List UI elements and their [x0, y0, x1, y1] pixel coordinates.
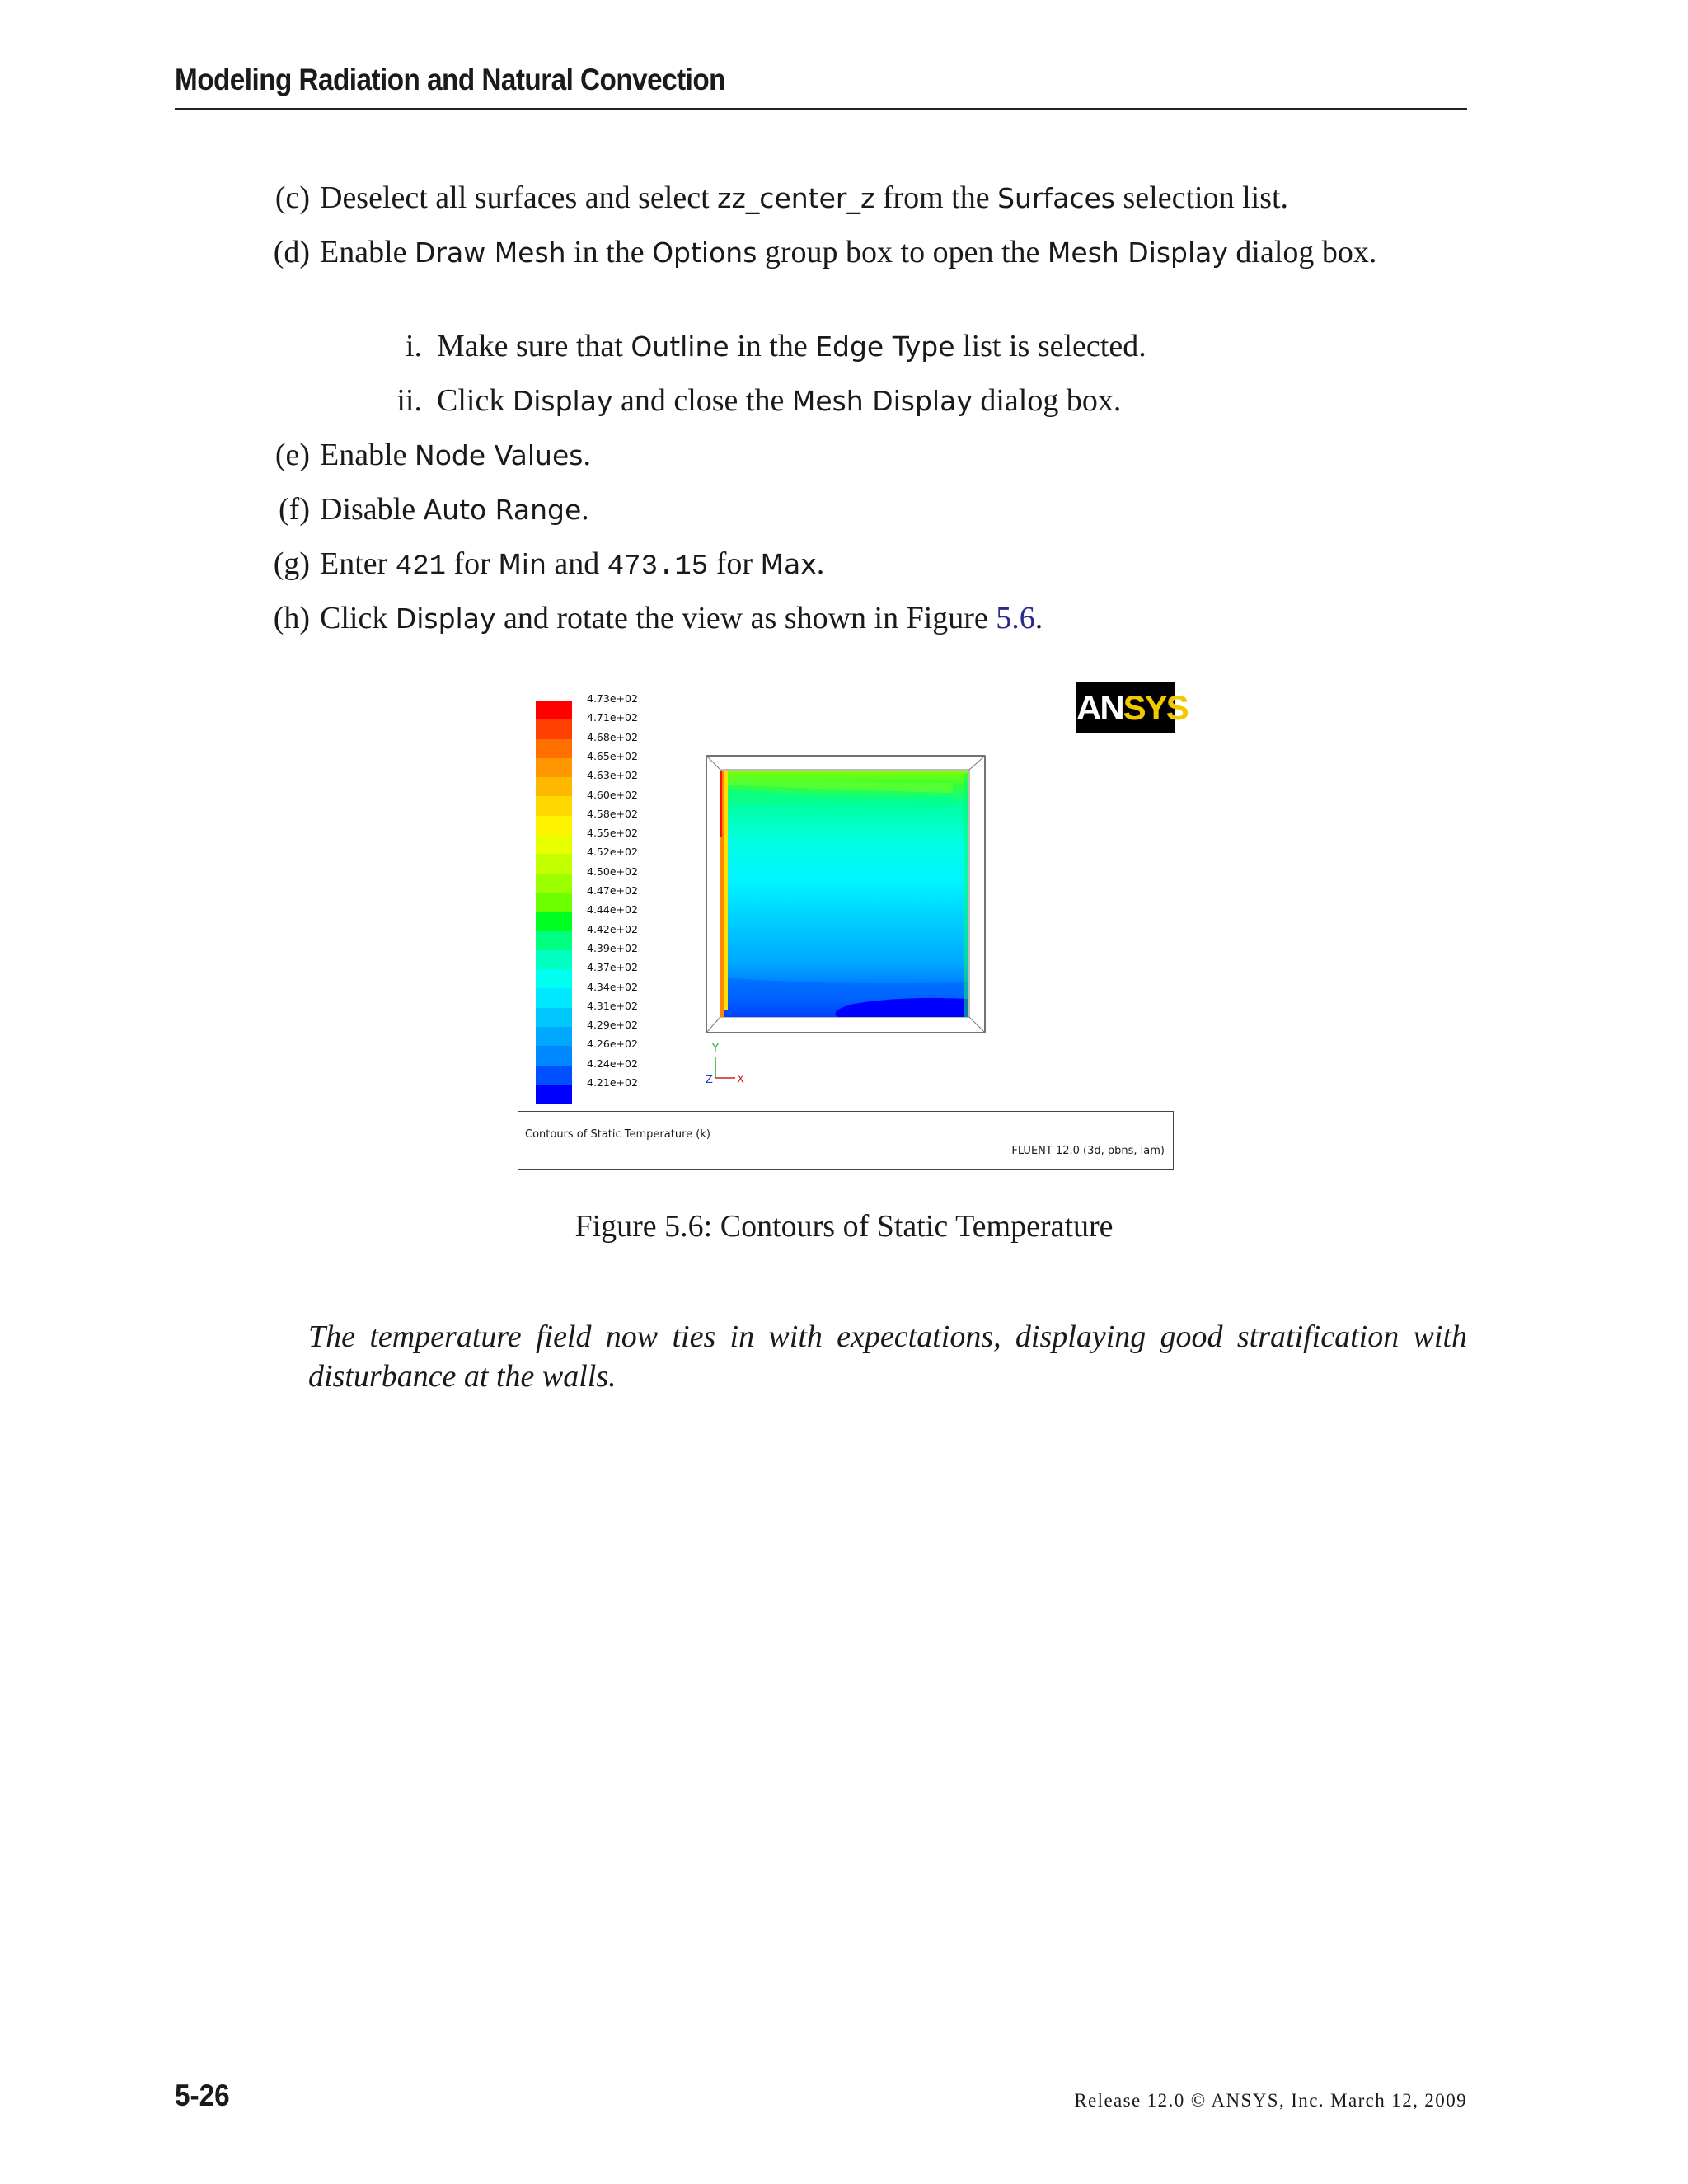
legend-swatch — [536, 854, 572, 873]
legend-tick-label: 4.50e+02 — [587, 865, 638, 878]
ui-term: Mesh Display — [791, 385, 973, 417]
ui-term: zz_center_z — [717, 182, 875, 214]
step-text: selection list. — [1115, 180, 1289, 215]
temperature-contour-plot — [706, 755, 986, 1033]
step-text: group box to open the — [757, 235, 1048, 269]
legend-tick-label: 4.29e+02 — [587, 1019, 638, 1032]
legend-swatch — [536, 988, 572, 1007]
step-label: (f) — [279, 492, 310, 527]
figure-reference-link[interactable]: 5.6 — [996, 601, 1035, 635]
legend-tick-label: 4.47e+02 — [587, 884, 638, 897]
legend-swatch — [536, 796, 572, 815]
legend-tick-label: 4.52e+02 — [587, 846, 638, 859]
plot-caption: Contours of Static Temperature (k) — [525, 1128, 710, 1141]
legend-swatch — [536, 701, 572, 719]
contour-figure — [518, 676, 1188, 1170]
ui-term: Draw Mesh — [415, 237, 566, 269]
step-text: and close the — [612, 383, 792, 418]
plot-caption-box — [518, 1111, 1174, 1170]
ui-term: Auto Range — [423, 494, 582, 526]
legend-swatch — [536, 931, 572, 950]
legend-swatch — [536, 950, 572, 969]
page-number: 5-26 — [175, 2079, 230, 2112]
running-header: Modeling Radiation and Natural Convection — [175, 63, 725, 96]
step-label: (e) — [274, 438, 310, 472]
ui-term: Max — [760, 548, 817, 580]
legend-tick-label: 4.55e+02 — [587, 827, 638, 840]
legend-tick-label: 4.42e+02 — [587, 922, 638, 935]
figure-caption — [0, 1208, 1688, 1244]
legend-swatch — [536, 816, 572, 835]
triad-y-label: Y — [712, 1043, 719, 1055]
legend-tick-label: 4.31e+02 — [587, 999, 638, 1012]
color-legend — [536, 701, 572, 1104]
legend-tick-label: 4.60e+02 — [587, 788, 638, 801]
footer-release: Release 12.0 © ANSYS, Inc. March 12, 2009 — [1074, 2090, 1467, 2111]
ui-term: Node Values — [415, 439, 584, 471]
figure-caption-prefix: Figure 5.6: — [574, 1209, 713, 1244]
legend-tick-label: 4.58e+02 — [587, 807, 638, 820]
legend-tick-label: 4.63e+02 — [587, 769, 638, 782]
legend-swatch — [536, 835, 572, 854]
legend-tick-label: 4.68e+02 — [587, 730, 638, 743]
step-label: ii. — [396, 383, 422, 418]
step-text: and — [546, 546, 607, 581]
legend-swatch — [536, 719, 572, 738]
plot-solver-info: FLUENT 12.0 (3d, pbns, lam) — [1011, 1145, 1165, 1157]
step-text: Enable — [320, 235, 415, 269]
step-text: . — [1034, 601, 1043, 635]
ui-term: Options — [652, 237, 757, 269]
legend-swatch — [536, 969, 572, 988]
step-text: in the — [729, 329, 816, 363]
step-text: Disable — [320, 492, 424, 527]
step-text: dialog box. — [972, 383, 1122, 418]
legend-tick-label: 4.65e+02 — [587, 749, 638, 762]
figure-caption-text: Contours of Static Temperature — [720, 1209, 1114, 1244]
legend-swatch — [536, 1027, 572, 1046]
step-text: Enter — [320, 546, 396, 581]
legend-swatch — [536, 893, 572, 912]
step-label: (c) — [274, 180, 310, 215]
legend-tick-label: 4.24e+02 — [587, 1057, 638, 1070]
legend-tick-label: 4.21e+02 — [587, 1076, 638, 1089]
step-text: Click — [437, 383, 513, 418]
code-value: 473.15 — [607, 551, 709, 583]
legend-tick-label: 4.34e+02 — [587, 980, 638, 993]
ui-term: Edge Type — [815, 330, 955, 363]
legend-swatch — [536, 739, 572, 758]
step-text: Click — [320, 601, 396, 635]
ui-term: Display — [512, 385, 613, 417]
ui-term: Surfaces — [997, 182, 1116, 214]
ansys-logo: ANSYS — [1076, 682, 1175, 733]
step-text: Deselect all surfaces and select — [320, 180, 718, 215]
legend-swatch — [536, 1008, 572, 1027]
legend-tick-label: 4.44e+02 — [587, 903, 638, 916]
step-text: and rotate the view as shown in Figure — [495, 601, 996, 635]
step-text: dialog box. — [1227, 235, 1377, 269]
step-text: . — [816, 546, 825, 581]
legend-tick-label: 4.39e+02 — [587, 941, 638, 954]
code-value: 421 — [395, 551, 447, 583]
legend-swatch — [536, 777, 572, 796]
step-text: list is selected. — [954, 329, 1146, 363]
legend-swatch — [536, 912, 572, 930]
step-text: . — [581, 492, 589, 527]
legend-swatch — [536, 1085, 572, 1104]
triad-z-label: Z — [706, 1074, 713, 1086]
legend-tick-label: 4.73e+02 — [587, 692, 638, 705]
step-text: . — [583, 438, 591, 472]
ui-term: Min — [498, 548, 546, 580]
step-text: in the — [565, 235, 653, 269]
ui-term: Display — [395, 602, 496, 635]
step-text: for — [708, 546, 761, 581]
legend-swatch — [536, 1046, 572, 1065]
step-text: from the — [874, 180, 998, 215]
step-label: (d) — [273, 235, 310, 269]
step-label: (g) — [273, 546, 310, 581]
legend-tick-label: 4.37e+02 — [587, 961, 638, 974]
step-label: i. — [405, 329, 422, 363]
legend-tick-label: 4.26e+02 — [587, 1038, 638, 1051]
closing-paragraph: The temperature field now ties in with expectations, displaying good stratification with disturbance at the walls. — [308, 1319, 1467, 1394]
legend-swatch — [536, 758, 572, 777]
legend-swatch — [536, 1066, 572, 1085]
axis-triad — [706, 1038, 755, 1088]
legend-tick-label: 4.71e+02 — [587, 711, 638, 724]
legend-swatch — [536, 874, 572, 893]
ui-term: Mesh Display — [1047, 237, 1228, 269]
step-text: Enable — [320, 438, 415, 472]
step-label: (h) — [273, 601, 310, 635]
triad-x-label: X — [737, 1074, 744, 1086]
step-text: for — [446, 546, 499, 581]
header-rule — [175, 108, 1467, 110]
ui-term: Outline — [631, 330, 729, 363]
step-text: Make sure that — [437, 329, 631, 363]
